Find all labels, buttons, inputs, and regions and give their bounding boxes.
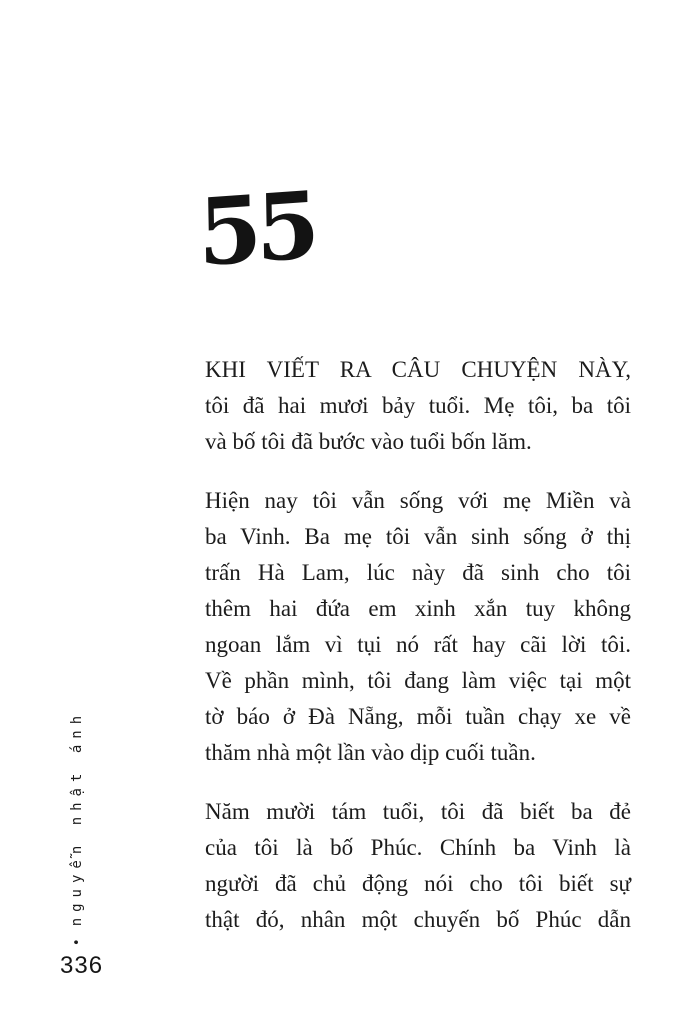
- paragraph-3: [205, 794, 631, 938]
- sidebar-author-vertical: [69, 710, 85, 946]
- text-line: của tôi là bố Phúc. Chính ba Vinh là: [205, 835, 631, 860]
- chapter-number: 55: [197, 170, 315, 288]
- page-number: 336: [60, 952, 104, 979]
- text-line: trấn Hà Lam, lúc này đã sinh cho tôi: [205, 560, 631, 585]
- text-line: Năm mười tám tuổi, tôi đã biết ba đẻ: [205, 799, 631, 824]
- text-line: Hiện nay tôi vẫn sống với mẹ Miền và: [205, 488, 631, 513]
- body-text: [205, 352, 631, 938]
- text-line: Về phần mình, tôi đang làm việc tại một: [205, 668, 631, 693]
- text-line: thăm nhà một lần vào dịp cuối tuần.: [205, 740, 536, 765]
- text-line: thêm hai đứa em xinh xắn tuy không: [205, 596, 631, 621]
- paragraph-2: [205, 483, 631, 771]
- text-line: và bố tôi đã bước vào tuổi bốn lăm.: [205, 429, 532, 454]
- text-line: người đã chủ động nói cho tôi biết sự: [205, 871, 631, 896]
- text-line: ngoan lắm vì tụi nó rất hay cãi lời tôi.: [205, 632, 631, 657]
- text-line: tờ báo ở Đà Nẵng, mỗi tuần chạy xe về: [205, 704, 631, 729]
- text-line: ba Vinh. Ba mẹ tôi vẫn sinh sống ở thị: [205, 524, 631, 549]
- sidebar-bullet-icon: •: [70, 938, 85, 947]
- text-line: tôi đã hai mươi bảy tuổi. Mẹ tôi, ba tôi: [205, 393, 631, 418]
- paragraph-1: [205, 352, 631, 460]
- text-line: thật đó, nhân một chuyến bố Phúc dẫn: [205, 907, 631, 932]
- sidebar-author-name: nguyễn nhật ánh: [69, 709, 85, 927]
- text-line: KHI VIẾT RA CÂU CHUYỆN NÀY,: [205, 357, 631, 382]
